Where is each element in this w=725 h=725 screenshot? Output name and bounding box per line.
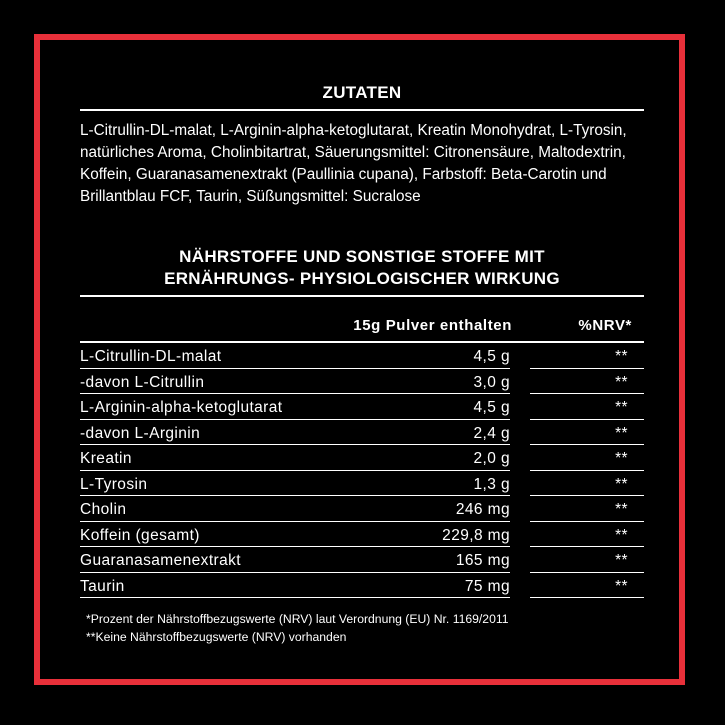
nutrient-nrv: ** xyxy=(615,450,628,467)
nutrient-amount: 2,4 g xyxy=(473,424,510,442)
column-header-nrv: %NRV* xyxy=(578,317,632,334)
nutrient-amount: 2,0 g xyxy=(473,450,510,467)
footnote-nrv: *Prozent der Nährstoffbezugswerte (NRV) laut Verordnung (EU) Nr. 1169/2011 xyxy=(86,612,509,626)
zutaten-heading: ZUTATEN xyxy=(322,83,402,102)
zutaten-divider xyxy=(80,109,644,111)
nutrient-nrv: ** xyxy=(615,348,628,365)
nutrient-nrv: ** xyxy=(615,501,628,518)
row-divider xyxy=(530,597,644,598)
table-row xyxy=(80,471,644,497)
nutrient-name: L-Tyrosin xyxy=(80,475,148,493)
nutrients-heading-line1: NÄHRSTOFFE UND SONSTIGE STOFFE MIT xyxy=(179,247,545,266)
table-row xyxy=(80,394,644,420)
nutrients-heading xyxy=(80,246,644,290)
nutrient-amount: 75 mg xyxy=(464,577,510,595)
table-row xyxy=(80,369,644,395)
nutrient-nrv: ** xyxy=(615,577,628,595)
nutrient-nrv: ** xyxy=(615,526,628,544)
nutrient-amount: 165 mg xyxy=(455,552,510,569)
nutrient-nrv: ** xyxy=(615,399,628,416)
nutrient-name: L-Arginin-alpha-ketoglutarat xyxy=(80,399,283,416)
nutrient-name: Guaranasamenextrakt xyxy=(80,552,241,569)
nutrient-nrv: ** xyxy=(615,475,628,493)
nutrients-heading-line2: ERNÄHRUNGS- PHYSIOLOGISCHER WIRKUNG xyxy=(164,269,560,288)
nutrient-amount: 3,0 g xyxy=(473,373,510,391)
footnote-no-nrv: **Keine Nährstoffbezugswerte (NRV) vorhanden xyxy=(86,630,347,644)
nutrient-amount: 1,3 g xyxy=(473,475,510,493)
nutrient-amount: 4,5 g xyxy=(473,348,510,365)
nutrient-name: -davon L-Arginin xyxy=(80,424,201,442)
nutrient-nrv: ** xyxy=(615,552,628,569)
table-row xyxy=(80,496,644,522)
table-row xyxy=(80,573,644,599)
nutrient-name: Taurin xyxy=(80,577,125,595)
nutrients-divider xyxy=(80,295,644,297)
nutrient-name: Cholin xyxy=(80,501,127,518)
nutrient-name: L-Citrullin-DL-malat xyxy=(80,348,222,365)
table-row xyxy=(80,522,644,548)
table-row xyxy=(80,445,644,471)
ingredients-text: L-Citrullin-DL-malat, L-Arginin-alpha-ketoglutarat, Kreatin Monohydrat, L-Tyrosin, natürliches Aroma, Cholinbitartrat, Säuerungsmittel: Citronensäure, Maltodextrin, Koffein, Guaranasamenextrakt (Paullinia cupana), Farbstoff: Beta-Carotin und Brillantblau FCF, Taurin, Süßungsmittel: Sucralose xyxy=(80,122,627,205)
nutrient-amount: 246 mg xyxy=(455,501,510,518)
nutrient-amount: 4,5 g xyxy=(473,399,510,416)
nutrient-name: Koffein (gesamt) xyxy=(80,526,200,544)
table-row xyxy=(80,547,644,573)
row-divider xyxy=(80,597,510,598)
table-row xyxy=(80,343,644,369)
table-row xyxy=(80,420,644,446)
nutrient-nrv: ** xyxy=(615,424,628,442)
column-header-amount: 15g Pulver enthalten xyxy=(353,317,512,334)
nutrient-amount: 229,8 mg xyxy=(442,526,510,544)
nutrient-name: Kreatin xyxy=(80,450,132,467)
nutrient-nrv: ** xyxy=(615,373,628,391)
nutrient-name: -davon L-Citrullin xyxy=(80,373,205,391)
